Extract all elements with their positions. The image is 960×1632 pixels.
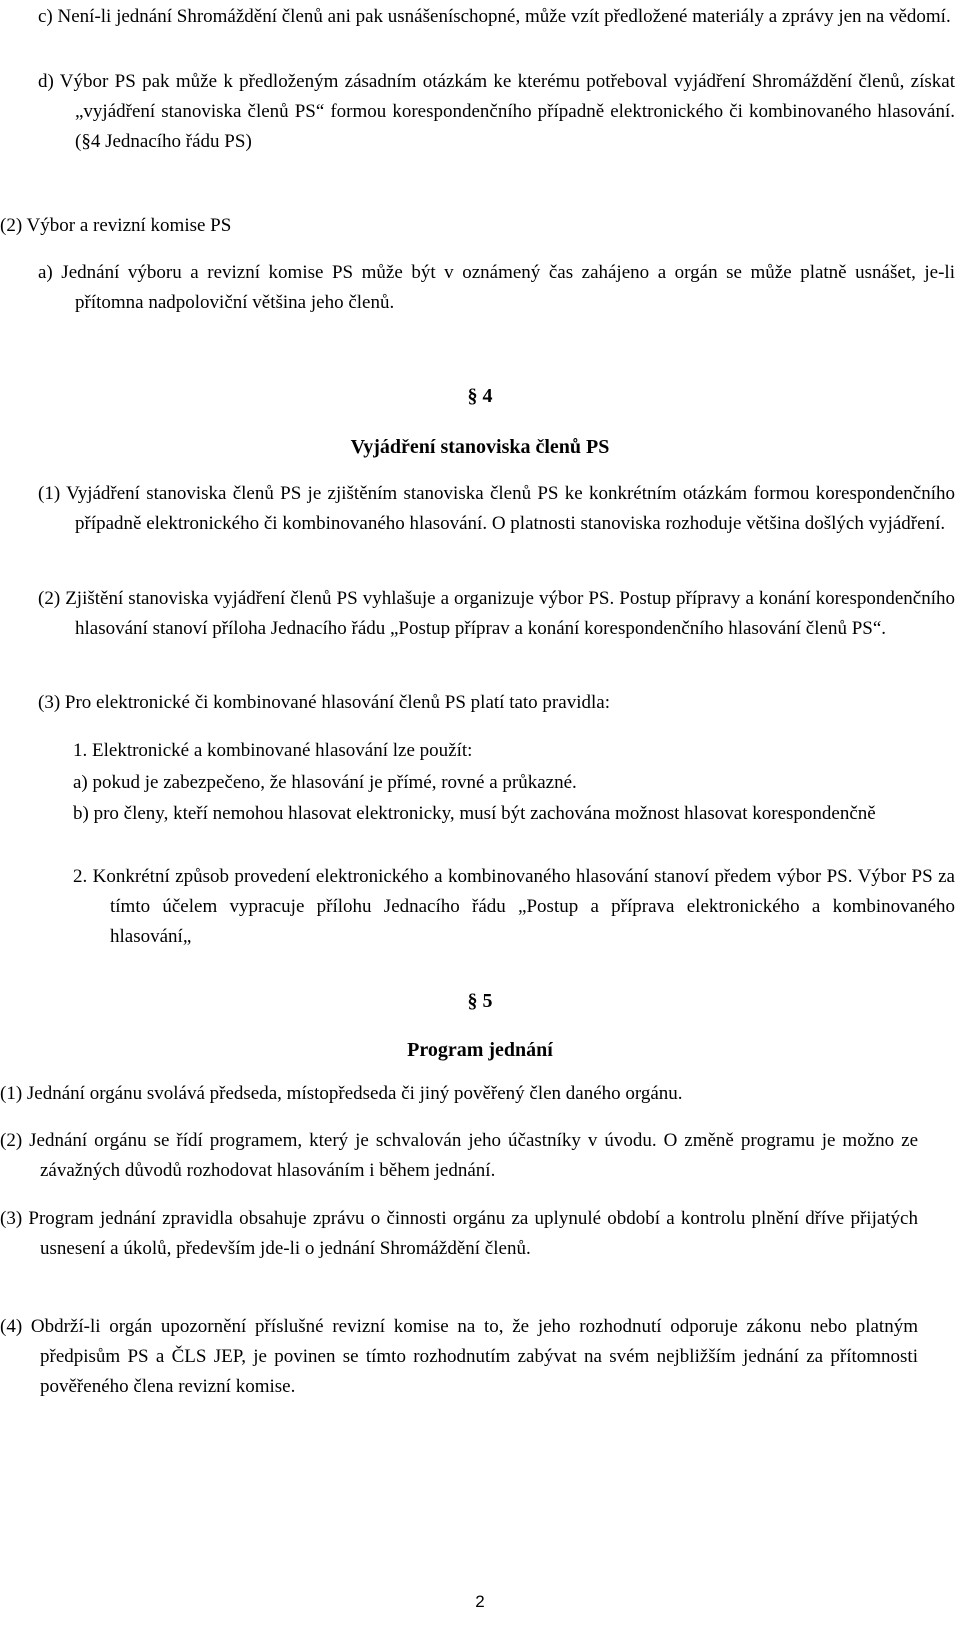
sec4-rule-1: 1. Elektronické a kombinované hlasování lze použít: [73,740,473,761]
item-d: d) Výbor PS pak může k předloženým zásadním otázkám ke kterému potřeboval vyjádření Shromáždění členů, získat „vyjádření stanoviska členů PS“ formou korespondenčního případně elektronického či kombinovaného hlasování. (§4 Jednacího řádu PS) [38,71,955,152]
sec4-paragraph-3: (3) Pro elektronické či kombinované hlasování členů PS platí tato pravidla: [38,692,610,713]
page-number: 2 [475,1592,485,1611]
section-heading-2: (2) Výbor a revizní komise PS [0,215,232,236]
sec4-rule-1a: a) pokud je zabezpečeno, že hlasování je přímé, rovné a průkazné. [73,772,577,793]
sec4-paragraph-1: (1) Vyjádření stanoviska členů PS je zjištěním stanoviska členů PS ke konkrétním otázkám formou korespondenčního případně elektronického či kombinovaného hlasování. O platnosti stanoviska rozhoduje většina došlých vyjádření. [38,483,955,534]
section-4-number: § 4 [467,385,493,407]
sec5-paragraph-4: (4) Obdrží-li orgán upozornění příslušné revizní komise na to, že jeho rozhodnutí odporuje zákonu nebo platným předpisům PS a ČLS JEP, je povinen se tímto rozhodnutím zabývat na svém nejbližším jednání za přítomnosti pověřeného člena revizní komise. [0,1316,918,1397]
sec5-paragraph-1: (1) Jednání orgánu svolává předseda, místopředseda či jiný pověřený člen daného orgánu. [0,1083,683,1104]
sec4-rule-2: 2. Konkrétní způsob provedení elektronického a kombinovaného hlasování stanoví předem výbor PS. Výbor PS za tímto účelem vypracuje přílohu Jednacího řádu „Postup a příprava elektronického a kombinovaného hlasování„ [73,866,955,947]
item-c: c) Není-li jednání Shromáždění členů ani pak usnášeníschopné, může vzít předložené materiály a zprávy jen na vědomí. [38,6,951,27]
sec5-paragraph-2: (2) Jednání orgánu se řídí programem, který je schvalován jeho účastníky v úvodu. O změně programu je možno ze závažných důvodů rozhodovat hlasováním i během jednání. [0,1130,918,1181]
section-4-title: Vyjádření stanoviska členů PS [350,436,610,458]
section-5-number: § 5 [467,990,493,1012]
sec4-rule-1b: b) pro členy, kteří nemohou hlasovat elektronicky, musí být zachována možnost hlasovat korespondenčně [73,803,876,824]
sec4-paragraph-2: (2) Zjištění stanoviska vyjádření členů PS vyhlašuje a organizuje výbor PS. Postup přípravy a konání korespondenčního hlasování stanoví příloha Jednacího řádu „Postup příprav a konání korespondenčního hlasování členů PS“. [38,588,955,639]
item-2a: a) Jednání výboru a revizní komise PS může být v oznámený čas zahájeno a orgán se může platně usnášet, je-li přítomna nadpoloviční většina jeho členů. [38,262,955,313]
section-5-title: Program jednání [407,1039,553,1061]
sec5-paragraph-3: (3) Program jednání zpravidla obsahuje zprávu o činnosti orgánu za uplynulé období a kontrolu plnění dříve přijatých usnesení a úkolů, především jde-li o jednání Shromáždění členů. [0,1208,918,1259]
